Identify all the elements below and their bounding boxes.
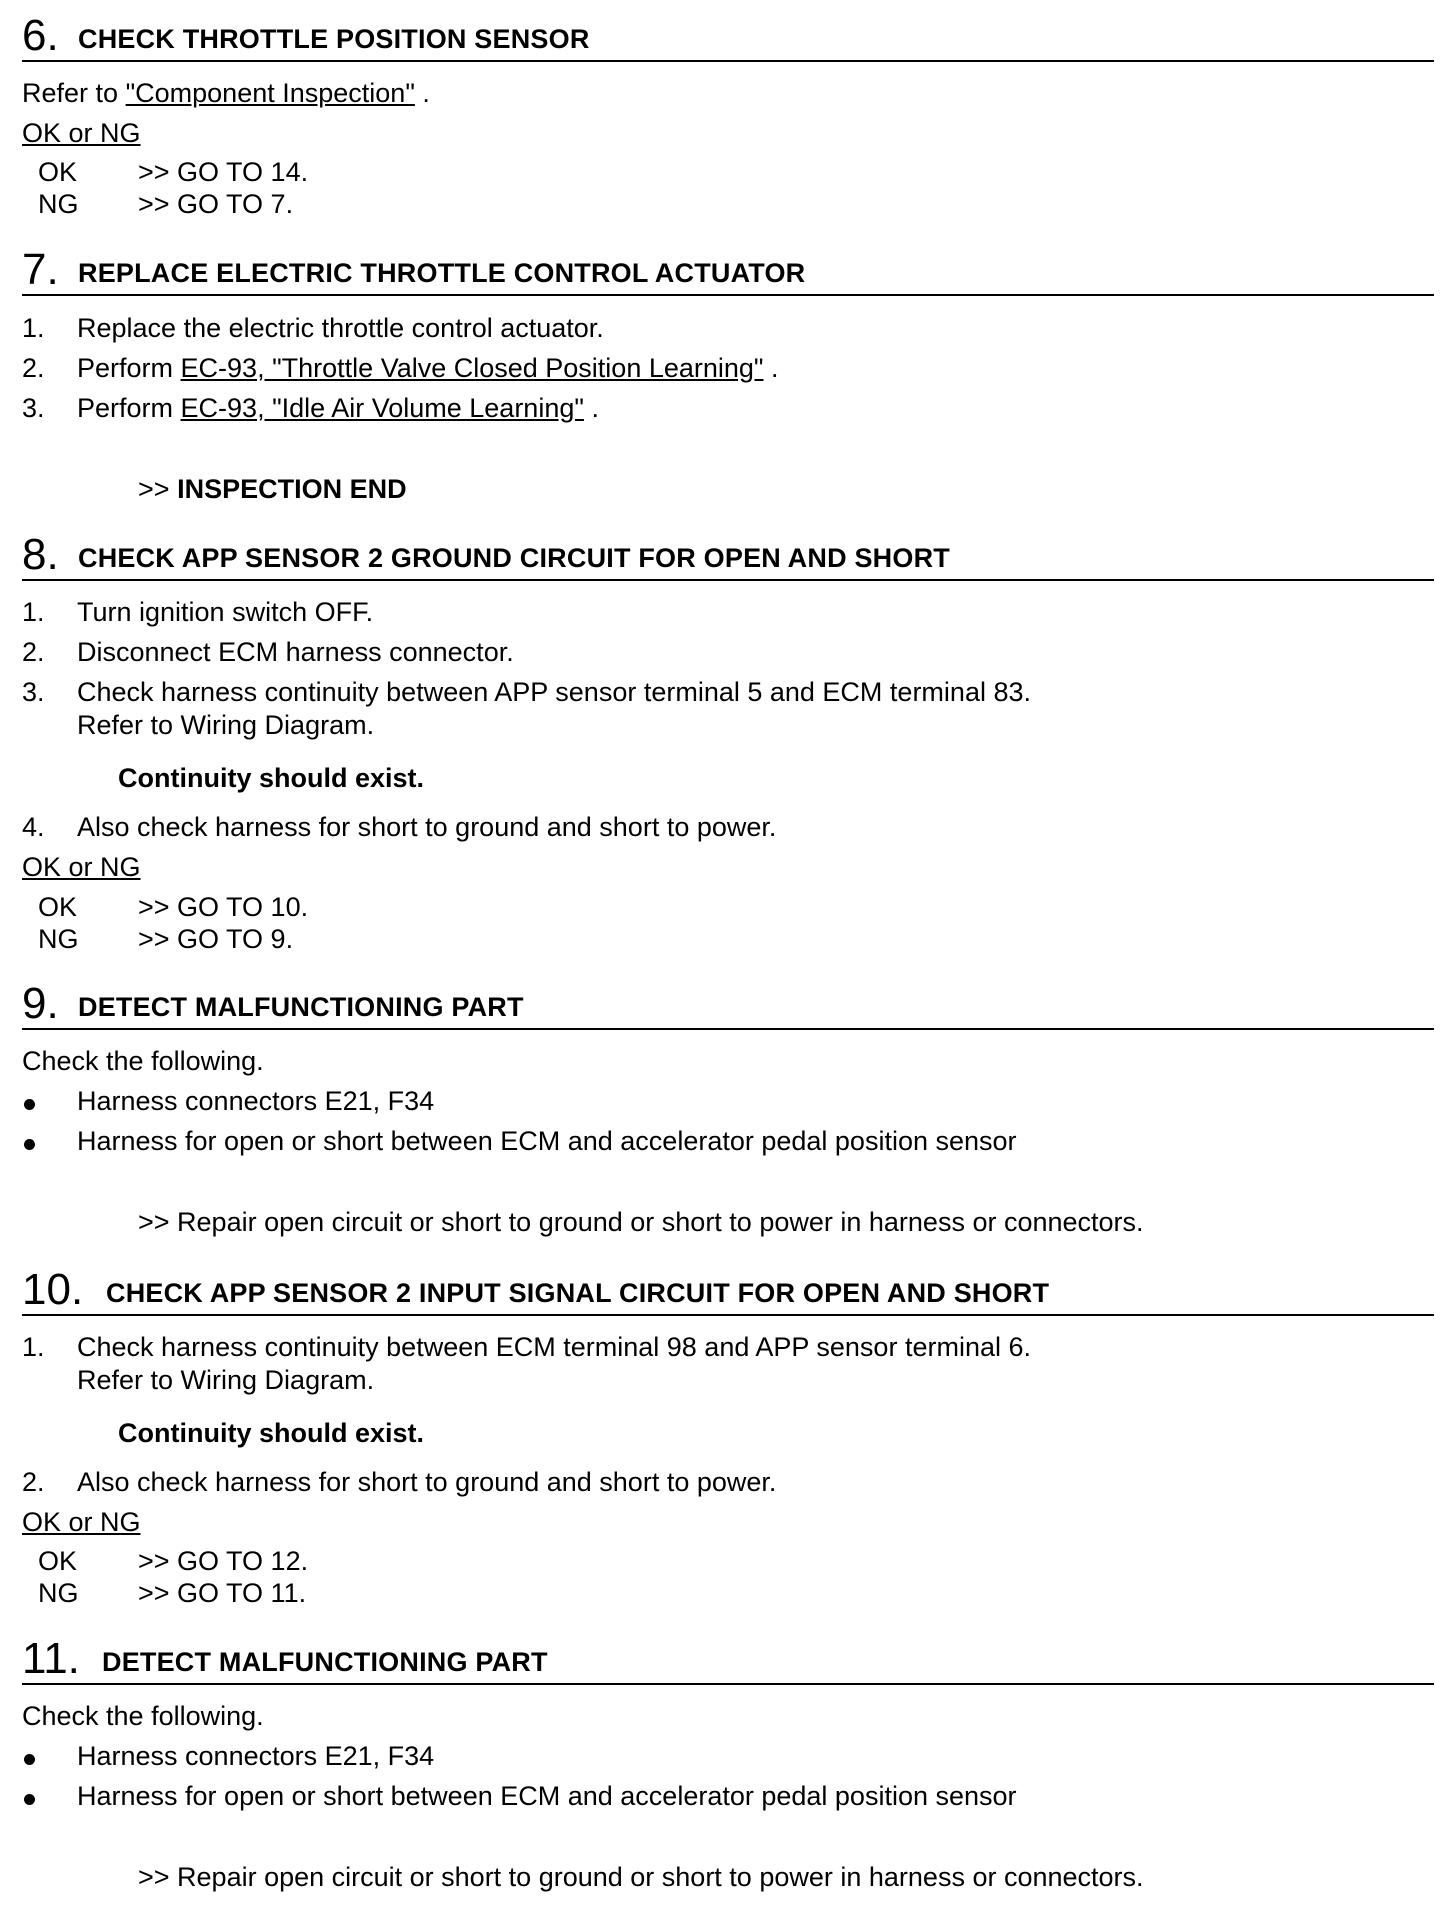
result-label-ok: OK	[38, 1546, 78, 1576]
intro-end: .	[422, 78, 430, 108]
step-number: 2.	[22, 1467, 45, 1497]
bullet-dot	[24, 1099, 35, 1110]
intro-text: Check the following.	[22, 1701, 264, 1731]
section-header	[22, 12, 1434, 62]
section-11	[22, 1635, 1434, 1685]
section-title: DETECT MALFUNCTIONING PART	[102, 1647, 548, 1677]
intro-text: Refer to	[22, 78, 119, 108]
section-divider	[22, 1314, 1434, 1316]
component-inspection-link[interactable]: "Component Inspection"	[125, 78, 415, 108]
result-action-ok: >> GO TO 10.	[138, 892, 309, 922]
section-title: CHECK APP SENSOR 2 INPUT SIGNAL CIRCUIT FOR OPEN AND SHORT	[106, 1278, 1050, 1308]
section-number: 11.	[22, 1634, 80, 1683]
arrow-marker: >>	[138, 474, 170, 504]
step-text: Also check harness for short to ground and short to power.	[77, 812, 777, 842]
section-divider	[22, 60, 1434, 62]
step-number: 4.	[22, 812, 45, 842]
step-text-cont: Refer to Wiring Diagram.	[77, 1365, 375, 1395]
idle-air-volume-learning-link[interactable]: EC-93, "Idle Air Volume Learning"	[180, 393, 584, 423]
step-line	[77, 393, 599, 423]
ok-or-ng-label[interactable]: OK or NG	[22, 118, 141, 148]
step-text: Check harness continuity between APP sensor terminal 5 and ECM terminal 83.	[77, 677, 1031, 707]
continuity-note: Continuity should exist.	[118, 763, 425, 793]
throttle-valve-learning-link[interactable]: EC-93, "Throttle Valve Closed Position Learning"	[180, 353, 764, 383]
bullet-text: Harness connectors E21, F34	[77, 1741, 435, 1771]
section-divider	[22, 1028, 1434, 1030]
section-title: DETECT MALFUNCTIONING PART	[78, 992, 524, 1022]
section-title: REPLACE ELECTRIC THROTTLE CONTROL ACTUATOR	[78, 258, 806, 288]
step-text: Replace the electric throttle control actuator.	[77, 313, 604, 343]
bullet-text: Harness for open or short between ECM and accelerator pedal position sensor	[77, 1781, 1017, 1811]
step-text: Check harness continuity between ECM terminal 98 and APP sensor terminal 6.	[77, 1332, 1031, 1362]
intro-text: Check the following.	[22, 1046, 264, 1076]
section-header	[22, 1266, 1434, 1316]
section-8	[22, 531, 1434, 581]
step-text: Perform	[77, 393, 174, 423]
section-number: 8.	[22, 530, 59, 579]
section-10	[22, 1266, 1434, 1316]
inspection-end	[138, 474, 407, 504]
section-divider	[22, 1683, 1434, 1685]
step-text: Perform	[77, 353, 174, 383]
result-label-ng: NG	[38, 189, 79, 219]
result-label-ng: NG	[38, 1578, 79, 1608]
result-action-ok: >> GO TO 14.	[138, 157, 309, 187]
step-number: 3.	[22, 677, 45, 707]
result-label-ok: OK	[38, 892, 78, 922]
step-end: .	[591, 393, 599, 423]
bullet-dot	[24, 1754, 35, 1765]
bullet-dot	[24, 1139, 35, 1150]
section-number: 10.	[22, 1265, 84, 1314]
step-number: 2.	[22, 353, 45, 383]
step-line	[77, 353, 779, 383]
section-6	[22, 12, 1434, 62]
result-label-ok: OK	[38, 157, 78, 187]
repair-instruction: >> Repair open circuit or short to ground or short to power in harness or connectors.	[138, 1862, 1144, 1892]
section-number: 9.	[22, 979, 59, 1028]
section-header	[22, 1635, 1434, 1685]
section-9	[22, 980, 1434, 1030]
bullet-text: Harness connectors E21, F34	[77, 1086, 435, 1116]
step-text: Disconnect ECM harness connector.	[77, 637, 514, 667]
section-divider	[22, 294, 1434, 296]
step-end: .	[771, 353, 779, 383]
section-number: 6.	[22, 11, 59, 60]
step-number: 1.	[22, 597, 45, 627]
step-number: 2.	[22, 637, 45, 667]
step-number: 3.	[22, 393, 45, 423]
section-header	[22, 980, 1434, 1030]
bullet-dot	[24, 1794, 35, 1805]
result-action-ng: >> GO TO 11.	[138, 1578, 307, 1608]
section-header	[22, 246, 1434, 296]
step-number: 1.	[22, 1332, 45, 1362]
inspection-end-text: INSPECTION END	[177, 474, 407, 504]
section-number: 7.	[22, 245, 59, 294]
step-text: Turn ignition switch OFF.	[77, 597, 374, 627]
result-action-ng: >> GO TO 9.	[138, 924, 294, 954]
continuity-note: Continuity should exist.	[118, 1418, 425, 1448]
result-action-ng: >> GO TO 7.	[138, 189, 294, 219]
bullet-text: Harness for open or short between ECM and accelerator pedal position sensor	[77, 1126, 1017, 1156]
step-text-cont: Refer to Wiring Diagram.	[77, 710, 375, 740]
ok-or-ng-label[interactable]: OK or NG	[22, 852, 141, 882]
section-title: CHECK THROTTLE POSITION SENSOR	[78, 24, 590, 54]
section-title: CHECK APP SENSOR 2 GROUND CIRCUIT FOR OPEN AND SHORT	[78, 543, 950, 573]
result-action-ok: >> GO TO 12.	[138, 1546, 309, 1576]
step-number: 1.	[22, 313, 45, 343]
result-label-ng: NG	[38, 924, 79, 954]
intro-line	[22, 78, 430, 108]
section-divider	[22, 579, 1434, 581]
section-7	[22, 246, 1434, 296]
ok-or-ng-label[interactable]: OK or NG	[22, 1507, 141, 1537]
section-header	[22, 531, 1434, 581]
repair-instruction: >> Repair open circuit or short to ground or short to power in harness or connectors.	[138, 1207, 1144, 1237]
step-text: Also check harness for short to ground and short to power.	[77, 1467, 777, 1497]
